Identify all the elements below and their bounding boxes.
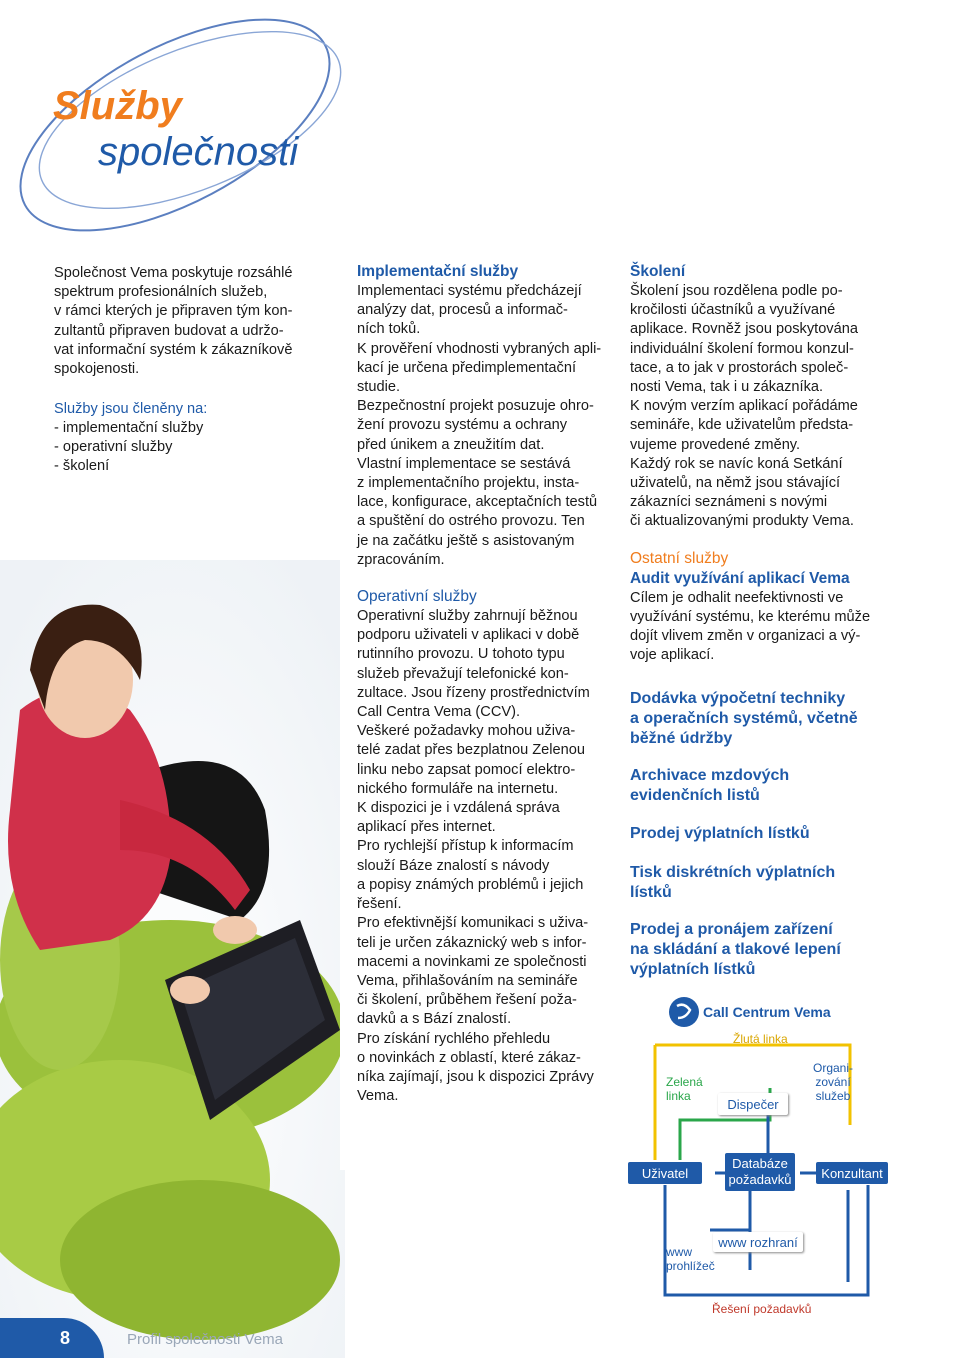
text-line: uživatelů, na němž jsou stávající: [630, 475, 841, 492]
text-line: a popisy známých problémů i jejich: [357, 876, 584, 893]
service-line: běžné údržby: [630, 730, 733, 747]
text-line: vujeme provedené změny.: [630, 436, 801, 453]
text-line: kací je určena předimplementační: [357, 359, 577, 376]
text-line: teli je určen zákaznický web s infor-: [357, 934, 587, 951]
audit-text: [630, 589, 892, 666]
intro-line: zultantů připraven budovat a udržo-: [54, 322, 284, 339]
skoleni-text: [630, 282, 892, 532]
audit-heading: Audit využívání aplikací Vema: [630, 569, 850, 587]
text-line: kročilosti účastníků a využívané: [630, 302, 836, 319]
woman-laptop-photo: [0, 560, 345, 1358]
label-line: www: [666, 1245, 692, 1259]
footer-caption: Profil společnosti Vema: [127, 1331, 283, 1348]
service-line: na skládání a tlakové lepení: [630, 941, 841, 958]
text-line: o novinkách z oblastí, které zákaz-: [357, 1049, 581, 1066]
page-title-line2: společnosti: [98, 130, 299, 174]
service-line: Tisk diskrétních výplatních: [630, 864, 836, 881]
text-line: nosti Vema, tak i u zákazníka.: [630, 379, 824, 396]
intro-line: spektrum profesionálních služeb,: [54, 284, 268, 301]
services-list-heading: Služby jsou členěny na:: [54, 401, 208, 417]
text-line: semináře, kde uživatelům předsta-: [630, 417, 854, 434]
text-line: dojít vlivem změn v organizaci a vý-: [630, 628, 861, 645]
text-line: slouží Báze znalostí s návody: [357, 857, 550, 874]
green-line-label: [666, 1075, 703, 1103]
oper-heading: Operativní služby: [357, 588, 477, 606]
text-line: nického formuláře na internetu.: [357, 780, 559, 797]
label-line: zování: [815, 1075, 851, 1089]
service-archive: [630, 766, 789, 806]
text-line: zákazníci seznámeni s novými: [630, 494, 828, 511]
text-line: K novým verzím aplikací pořádáme: [630, 398, 858, 415]
intro-line: v rámci kterých je připraven tým kon-: [54, 303, 293, 320]
text-line: voje aplikací.: [630, 647, 715, 664]
intro-line: Společnost Vema poskytuje rozsáhlé: [54, 265, 293, 281]
text-line: či školení, průběhem řešení poža-: [357, 992, 577, 1009]
organization-label: [813, 1061, 853, 1103]
text-line: Veškeré požadavky mohou uživa-: [357, 723, 576, 740]
user-box: Uživatel: [628, 1162, 702, 1184]
yellow-line-label: Žlutá linka: [733, 1032, 788, 1046]
text-line: Pro efektivnější komunikaci s uživa-: [357, 915, 589, 932]
consultant-box: Konzultant: [816, 1162, 888, 1184]
intro-line: spokojenosti.: [54, 361, 140, 378]
list-item: - školení: [54, 458, 110, 475]
text-line: či aktualizovanými produkty Vema.: [630, 513, 854, 530]
text-line: davků a s Bází znalostí.: [357, 1011, 512, 1028]
text-line: řešení.: [357, 896, 402, 913]
text-line: individuální školení formou konzul-: [630, 340, 854, 357]
text-line: níka zajímají, jsou k dispozici Zprávy: [357, 1068, 594, 1085]
text-line: Vlastní implementace se sestává: [357, 455, 571, 472]
text-line: z implementačního projektu, insta-: [357, 475, 580, 492]
text-line: Pro rychlejší přístup k informacím: [357, 838, 574, 855]
text-line: zultace. Jsou řízeny prostřednictvím: [357, 684, 590, 701]
text-line: Každý rok se navíc koná Setkání: [630, 455, 843, 472]
call-center-title: Call Centrum Vema: [703, 1004, 831, 1020]
text-line: aplikace. Rovněž jsou poskytována: [630, 321, 858, 338]
text-line: Vema.: [357, 1088, 399, 1105]
www-browser-label: [666, 1245, 715, 1273]
text-line: je na začátku ještě s asistovaným: [357, 532, 575, 549]
service-folding-devices: [630, 920, 841, 980]
label-line: požadavků: [728, 1172, 792, 1187]
text-line: využívání systému, ke kterému může: [630, 608, 871, 625]
text-line: podporu uživateli v aplikaci v době: [357, 627, 580, 644]
service-payslip-sale: [630, 824, 810, 844]
label-line: linka: [666, 1089, 691, 1103]
label-line: Databáze: [732, 1156, 788, 1171]
list-item: - operativní služby: [54, 439, 173, 456]
label-line: Organi-: [813, 1061, 854, 1075]
text-line: Pro získání rychlého přehledu: [357, 1030, 551, 1047]
service-line: Prodej a pronájem zařízení: [630, 921, 833, 938]
solution-label: Řešení požadavků: [712, 1302, 812, 1316]
www-interface-box: www rozhraní: [713, 1232, 803, 1252]
service-line: Prodej výplatních lístků: [630, 825, 810, 842]
service-line: a operačních systémů, včetně: [630, 710, 858, 727]
service-line: evidenčních listů: [630, 787, 760, 804]
text-line: Vema, přihlašováním na semináře: [357, 972, 578, 989]
impl-text: [357, 282, 615, 570]
service-line: výplatních lístků: [630, 961, 756, 978]
text-line: služeb převažují telefonické kon-: [357, 665, 569, 682]
label-line: prohlížeč: [666, 1259, 715, 1273]
text-line: K prověření vhodnosti vybraných apli-: [357, 340, 602, 357]
text-line: aplikací přes internet.: [357, 819, 496, 836]
text-line: Bezpečnostní projekt posuzuje ohro-: [357, 398, 594, 415]
oper-text: [357, 607, 615, 1106]
page-title-line1: Služby: [53, 84, 182, 128]
impl-heading: Implementační služby: [357, 263, 519, 280]
text-line: Školení jsou rozdělena podle po-: [630, 283, 843, 299]
text-line: rutinního provozu. U tohoto typu: [357, 646, 565, 663]
service-line: Archivace mzdových: [630, 767, 790, 784]
text-line: Cílem je odhalit neefektivnosti ve: [630, 589, 844, 606]
other-services-heading: Ostatní služby: [630, 549, 729, 567]
service-hardware: [630, 689, 858, 749]
text-line: žení provozu systému a ochrany: [357, 417, 568, 434]
text-line: ních toků.: [357, 321, 421, 338]
text-line: zpracováním.: [357, 551, 445, 568]
label-line: služeb: [815, 1089, 851, 1103]
text-line: macemi a novinkami ze společnosti: [357, 953, 587, 970]
service-payslip-print: [630, 863, 835, 903]
text-line: studie.: [357, 379, 400, 396]
text-line: Call Centra Vema (CCV).: [357, 704, 521, 721]
text-line: linku nebo zapsat pomocí elektro-: [357, 761, 576, 778]
intro-line: vat informační systém k zákazníkově: [54, 341, 293, 358]
text-line: Operativní služby zahrnují běžnou: [357, 608, 578, 625]
label-line: Zelená: [666, 1075, 703, 1089]
text-line: Implementaci systému předcházejí: [357, 283, 582, 299]
intro-text: [54, 264, 324, 379]
text-line: telé zadat přes bezplatnou Zelenou: [357, 742, 585, 759]
text-line: analýzy dat, procesů a informač-: [357, 302, 568, 319]
column-training: [630, 262, 892, 665]
text-line: K dispozici je i vzdálená správa: [357, 800, 560, 817]
text-line: tace, a to jak v prostorách společ-: [630, 359, 849, 376]
text-line: před únikem a zneužitím dat.: [357, 436, 545, 453]
page-number: 8: [60, 1328, 71, 1348]
text-line: a spuštění do ostrého provozu. Ten: [357, 513, 585, 530]
list-item: - implementační služby: [54, 420, 204, 436]
column-implementation: [357, 262, 615, 1106]
text-line: lace, konfigurace, akceptačních testů: [357, 494, 598, 511]
services-list: [54, 419, 203, 477]
skoleni-heading: Školení: [630, 263, 686, 280]
service-line: Dodávka výpočetní techniky: [630, 690, 846, 707]
database-box: [725, 1153, 795, 1191]
service-line: lístků: [630, 884, 672, 901]
dispatcher-box: Dispečer: [718, 1093, 788, 1115]
